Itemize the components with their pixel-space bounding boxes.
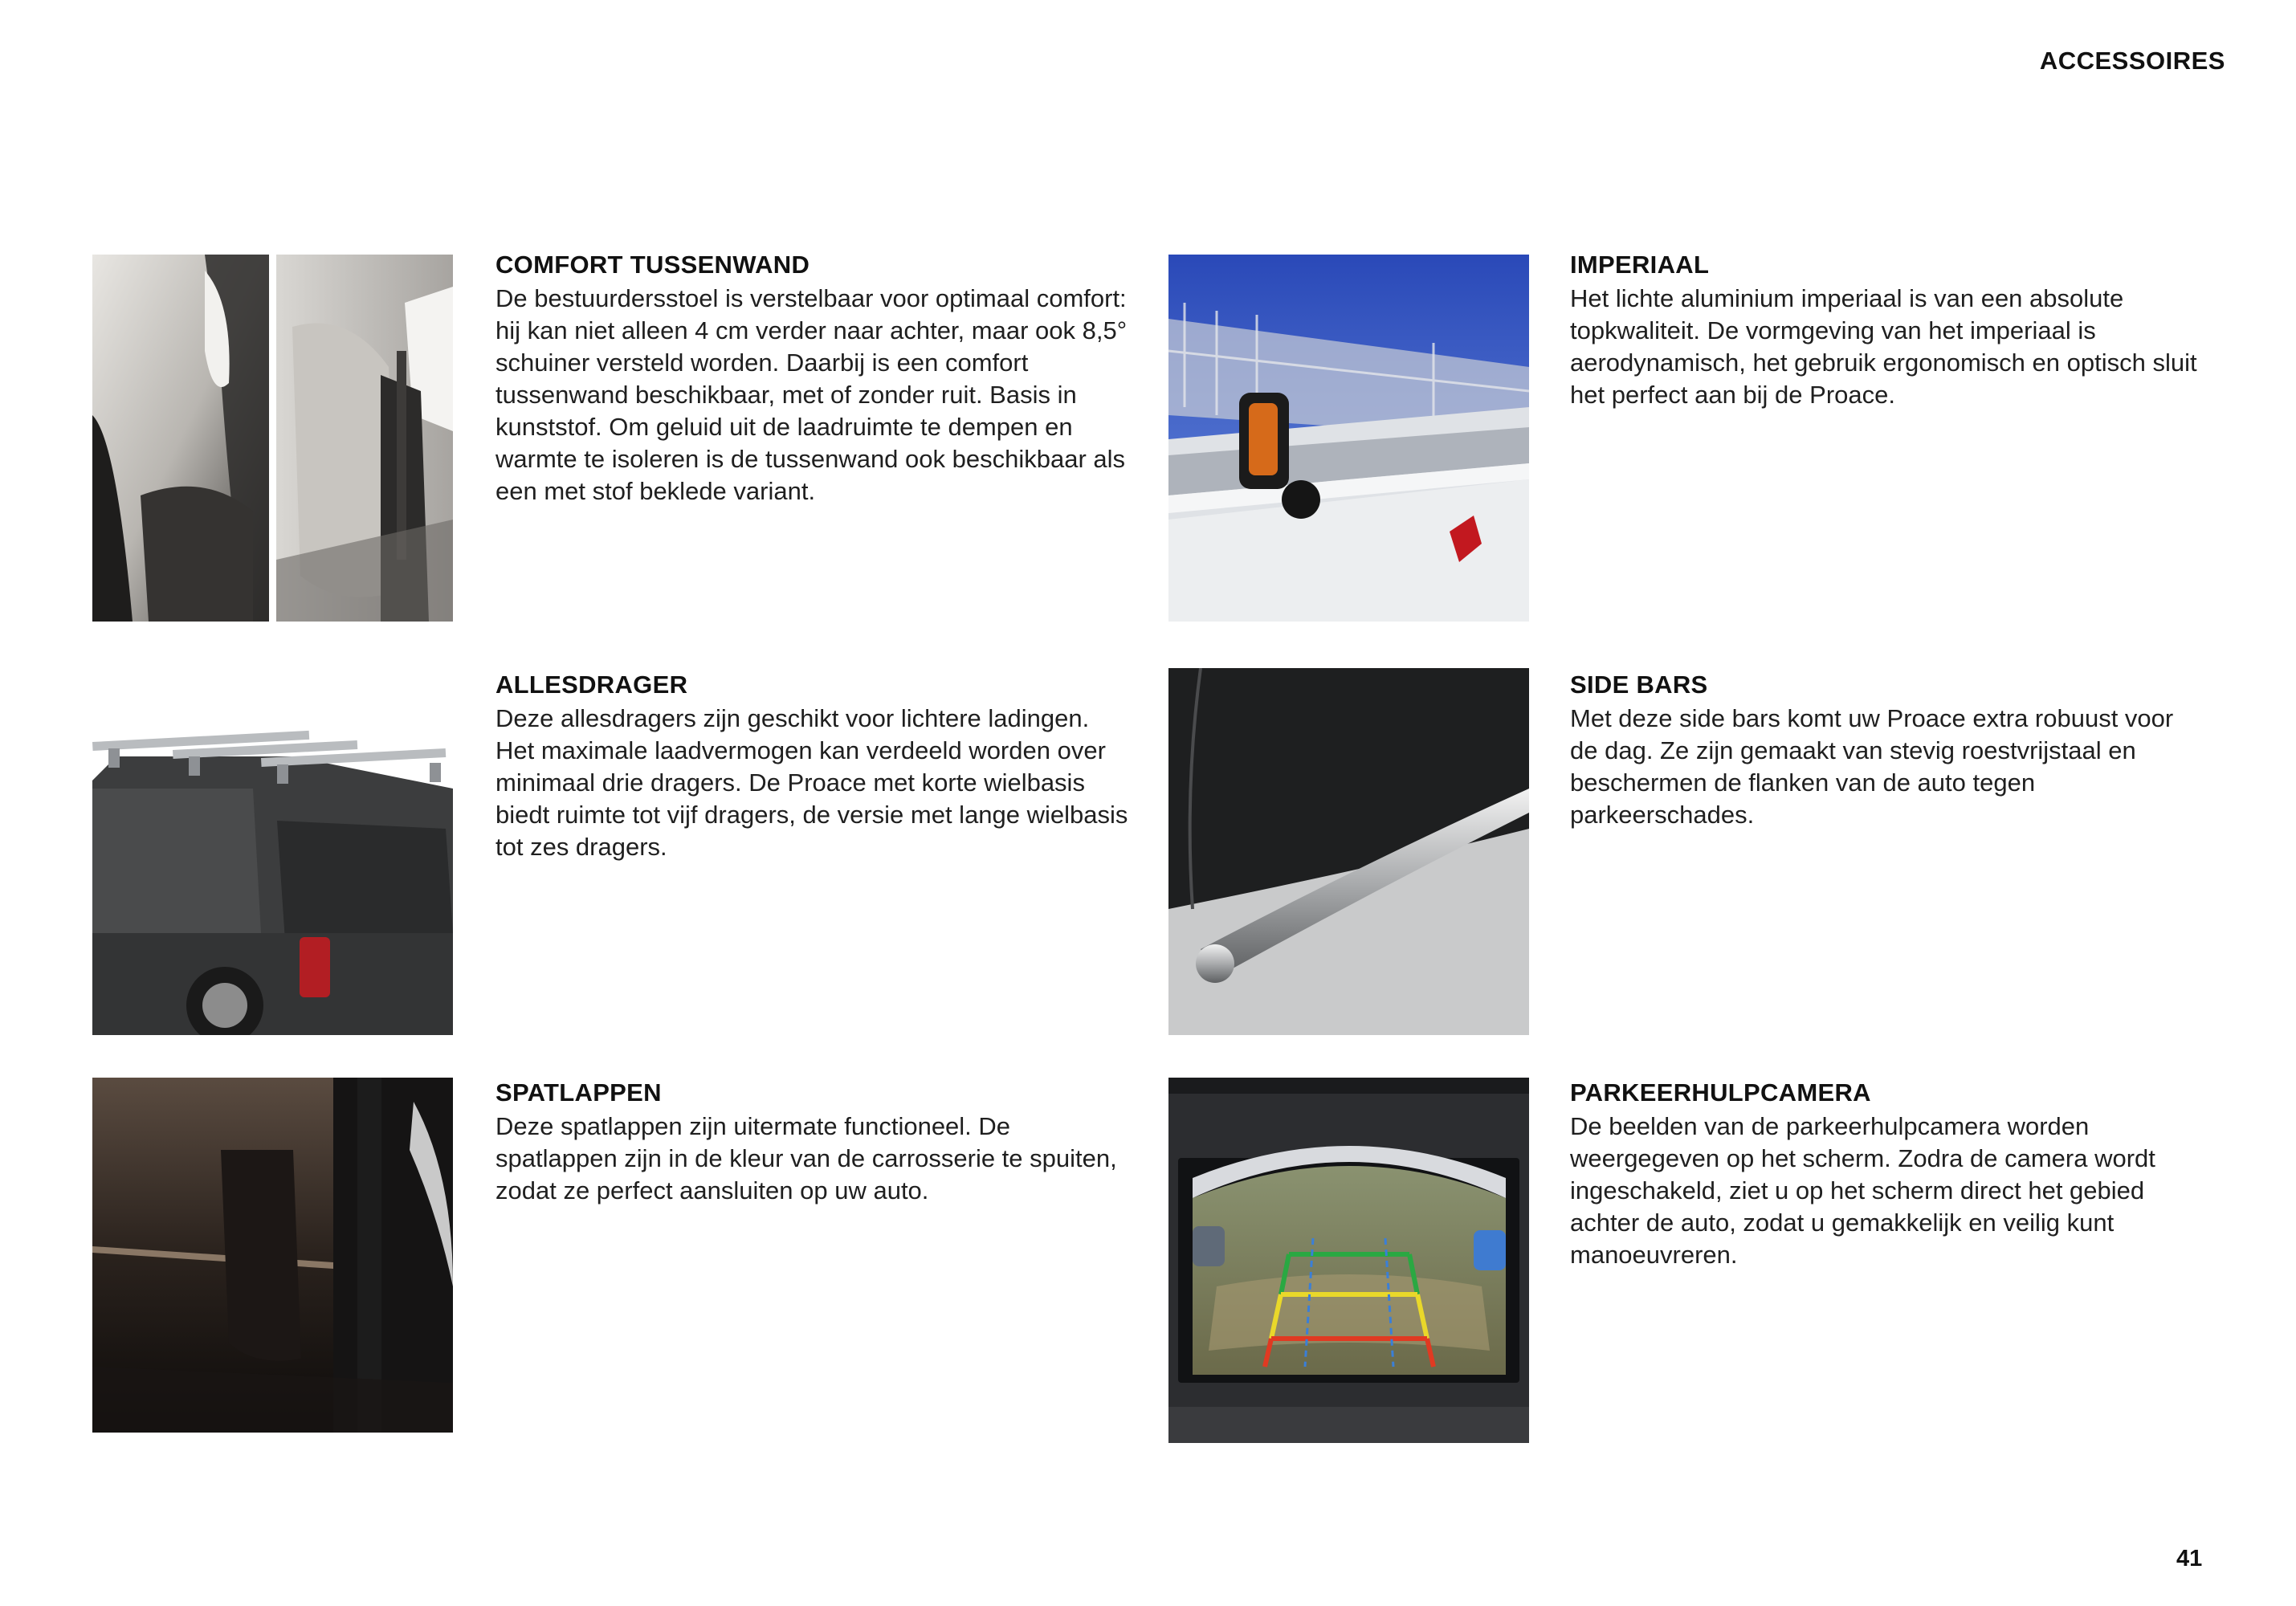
side-bars-photo — [1168, 668, 1529, 1035]
section-title: ACCESSOIRES — [2039, 47, 2225, 75]
item-body: Deze allesdragers zijn geschikt voor lichtere ladingen. Het maximale laadvermogen kan verdeeld worden over minimaal drie dragers. De Proace met korte wielbasis biedt ruimte tot vijf dragers, de versie met lange wielbasis tot zes dragers. — [495, 704, 1128, 861]
item-body: Met deze side bars komt uw Proace extra robuust voor de dag. Ze zijn gemaakt van stevig roestvrijstaal en beschermen de flanken van de auto tegen parkeerschades. — [1570, 704, 2174, 829]
item-body: De beelden van de parkeerhulpcamera worden weergegeven op het scherm. Zodra de camera wordt ingeschakeld, ziet u op het scherm direct het gebied achter de auto, zodat u gemakkelijk en veilig kunt manoeuvreren. — [1570, 1112, 2155, 1269]
item-allesdrager — [495, 671, 1130, 863]
item-title: IMPERIAAL — [1570, 251, 1710, 279]
item-side-bars — [1570, 671, 2204, 831]
roof-rack-photo — [1168, 255, 1529, 622]
item-title: SIDE BARS — [1570, 671, 1708, 699]
parking-camera-photo — [1168, 1078, 1529, 1443]
item-title: PARKEERHULPCAMERA — [1570, 1078, 1871, 1107]
item-title: SPATLAPPEN — [495, 1078, 662, 1107]
page-number: 41 — [2176, 1546, 2203, 1571]
roof-bars-photo — [92, 668, 453, 1035]
item-title: COMFORT TUSSENWAND — [495, 251, 810, 279]
item-body: Het lichte aluminium imperiaal is van een absolute topkwaliteit. De vormgeving van het imperiaal is aerodynamisch, het gebruik ergonomisch en optisch sluit het perfect aan bij de Proace. — [1570, 284, 2197, 409]
item-parkeerhulpcamera — [1570, 1078, 2204, 1271]
seat-photo-left — [92, 255, 269, 622]
item-title: ALLESDRAGER — [495, 671, 688, 699]
item-spatlappen — [495, 1078, 1130, 1207]
item-body: De bestuurdersstoel is verstelbaar voor optimaal comfort: hij kan niet alleen 4 cm verder naar achter, maar ook 8,5° schuiner versteld worden. Daarbij is een comfort tussenwand beschikbaar, met of zonder ruit. Basis in kunststof. Om geluid uit de laadruimte te dempen en warmte te isoleren is de tussenwand ook beschikbaar als een met stof beklede variant. — [495, 284, 1128, 505]
seat-photo-right — [276, 255, 453, 622]
mud-flaps-photo — [92, 1078, 453, 1433]
item-comfort-tussenwand — [495, 251, 1130, 507]
item-body: Deze spatlappen zijn uitermate functioneel. De spatlappen zijn in de kleur van de carrosserie te spuiten, zodat ze perfect aansluiten op uw auto. — [495, 1112, 1117, 1204]
item-imperiaal — [1570, 251, 2204, 411]
